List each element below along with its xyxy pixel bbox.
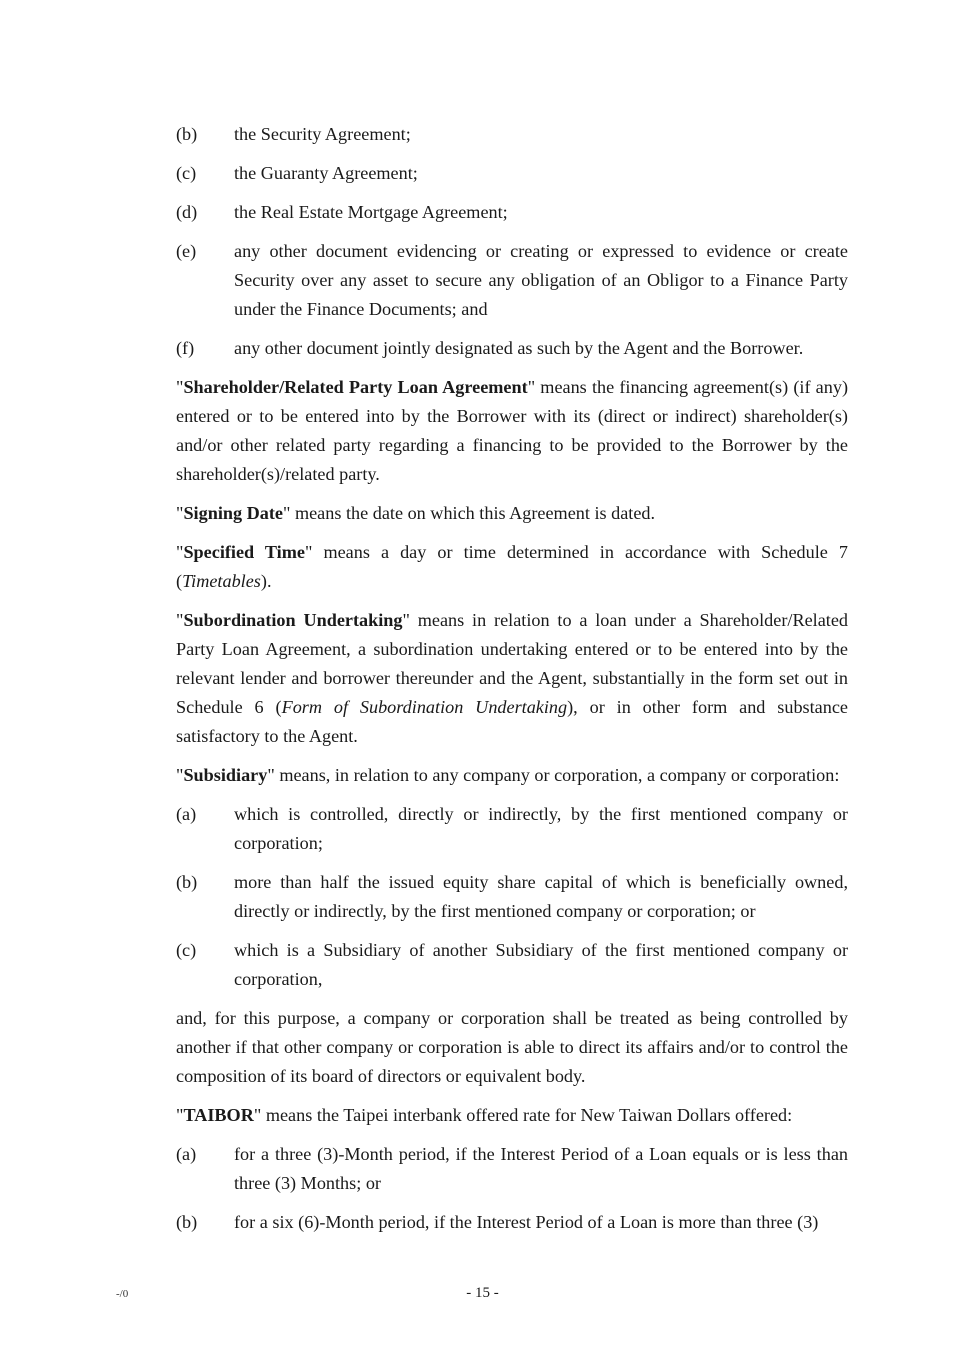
quote-mark: ": [176, 610, 184, 630]
definition-text-end: ), or in other form and substance satisfactory to the Agent.: [176, 697, 848, 746]
page-number: - 15 -: [466, 1285, 499, 1301]
definition-text-end: ).: [260, 571, 272, 591]
quote-mark: ": [176, 377, 184, 397]
list-item-text: the Real Estate Mortgage Agreement;: [234, 202, 508, 222]
defined-term: Signing Date: [183, 503, 283, 523]
defined-term: Specified Time: [183, 542, 305, 562]
list-item: [176, 198, 848, 227]
list-item-label: (c): [176, 163, 197, 183]
subsidiary-tail-paragraph: and, for this purpose, a company or corporation shall be treated as being controlled by another if that other company or corporation is able to direct its affairs and/or to control the composition of its board of directors or equivalent body.: [176, 1008, 848, 1086]
definition-text: " means a day or time determined in accordance with Schedule 7 (: [176, 542, 848, 591]
document-body: [176, 120, 848, 1247]
list-item: [176, 237, 848, 324]
list-item-text: for a three (3)-Month period, if the Interest Period of a Loan equals or is less than three (3) Months; or: [234, 1144, 848, 1193]
list-item-text: any other document evidencing or creating or expressed to evidence or create Security over any asset to secure any obligation of an Obligor to a Finance Party under the Finance Documents; and: [234, 241, 848, 319]
list-item-text: which is controlled, directly or indirectly, by the first mentioned company or corporation;: [234, 804, 848, 853]
definition-text: " means the Taipei interbank offered rate for New Taiwan Dollars offered:: [253, 1105, 793, 1125]
list-item: [176, 159, 848, 188]
definition-taibor: [176, 1101, 848, 1130]
list-item-label: (a): [176, 804, 197, 824]
list-item: [176, 120, 848, 149]
list-item-text: the Guaranty Agreement;: [234, 163, 418, 183]
list-item-text: for a six (6)-Month period, if the Interest Period of a Loan is more than three (3): [234, 1212, 819, 1232]
list-item-label: (b): [176, 872, 198, 892]
list-item-label: (b): [176, 124, 198, 144]
definition-text: " means the date on which this Agreement is dated.: [282, 503, 656, 523]
definition-subsidiary: [176, 761, 848, 790]
list-item-label: (e): [176, 241, 197, 261]
list-item-text: which is a Subsidiary of another Subsidiary of the first mentioned company or corporation,: [234, 940, 848, 989]
list-item-text: any other document jointly designated as such by the Agent and the Borrower.: [234, 338, 804, 358]
definition-signing-date: [176, 499, 848, 528]
list-item-label: (b): [176, 1212, 198, 1232]
list-item: [176, 800, 848, 858]
schedule-reference: Timetables: [182, 571, 261, 591]
list-item: [176, 1140, 848, 1198]
defined-term: TAIBOR: [183, 1105, 254, 1125]
quote-mark: ": [176, 1105, 184, 1125]
list-item-label: (f): [176, 338, 195, 358]
defined-term: Subordination Undertaking: [183, 610, 403, 630]
defined-term: Shareholder/Related Party Loan Agreement: [183, 377, 528, 397]
definition-text: " means, in relation to any company or corporation, a company or corporation:: [267, 765, 840, 785]
quote-mark: ": [176, 503, 184, 523]
quote-mark: ": [176, 542, 184, 562]
footer-reference: -/0: [116, 1288, 129, 1300]
schedule-reference: Form of Subordination Undertaking: [281, 697, 568, 717]
list-item-label: (d): [176, 202, 198, 222]
definition-text: " means in relation to a loan under a Shareholder/Related Party Loan Agreement, a subordination undertaking entered or to be entered into by the relevant lender and borrower thereunder and the Agent, substantially in the form set out in Schedule 6 (: [176, 610, 848, 717]
list-item-label: (c): [176, 940, 197, 960]
list-item: [176, 868, 848, 926]
list-item-text: more than half the issued equity share capital of which is beneficially owned, directly or indirectly, by the first mentioned company or corporation; or: [234, 872, 848, 921]
list-item: [176, 936, 848, 994]
definition-shareholder-loan-agreement: [176, 373, 848, 489]
list-item-label: (a): [176, 1144, 197, 1164]
quote-mark: ": [176, 765, 184, 785]
definition-specified-time: [176, 538, 848, 596]
list-item: [176, 1208, 848, 1237]
definition-text: " means the financing agreement(s) (if any) entered or to be entered into by the Borrower with its (direct or indirect) shareholder(s) and/or other related party regarding a financing to be provided to the Borrower by the shareholder(s)/related party.: [176, 377, 848, 484]
definition-subordination-undertaking: [176, 606, 848, 751]
defined-term: Subsidiary: [183, 765, 268, 785]
list-item: [176, 334, 848, 363]
list-item-text: the Security Agreement;: [234, 124, 411, 144]
